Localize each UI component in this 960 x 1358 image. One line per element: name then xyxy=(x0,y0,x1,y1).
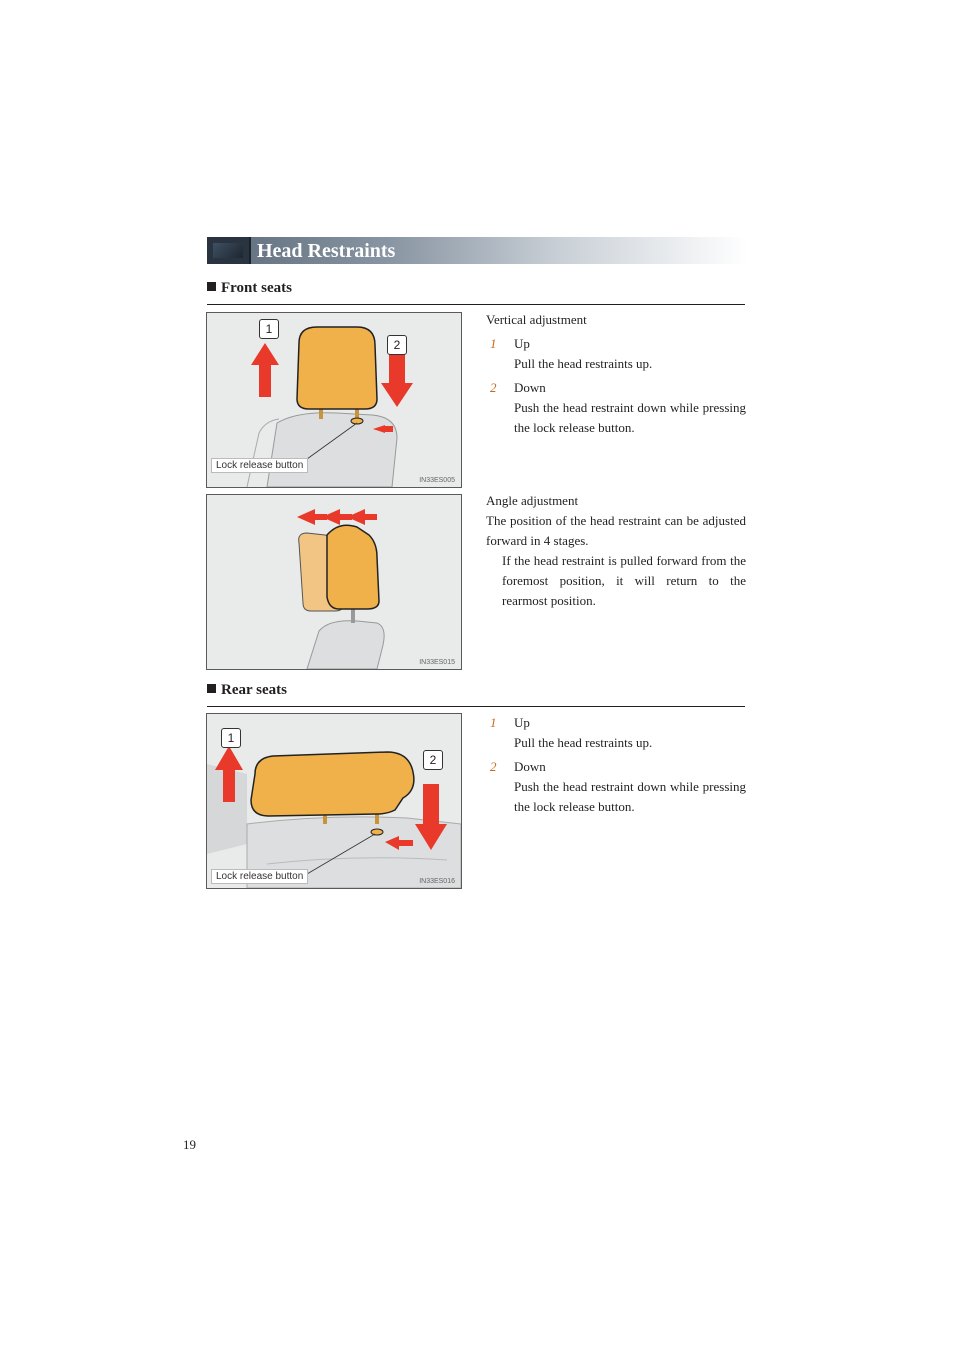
step-desc: Push the head restraint down while pressing the lock release button. xyxy=(514,400,746,435)
angle-adjustment-title: Angle adjustment xyxy=(486,493,579,508)
step-desc: Push the head restraint down while pressing the lock release button. xyxy=(514,779,746,814)
angle-adjustment-note: If the head restraint is pulled forward from the foremost position, it will return to the rearmost position. xyxy=(502,553,746,608)
step-number: 2 xyxy=(490,759,497,774)
list-item xyxy=(486,378,746,438)
step-label: Up xyxy=(514,336,530,351)
lock-release-callout: Lock release button xyxy=(211,869,308,884)
rear-seats-heading xyxy=(207,682,745,707)
step-number: 2 xyxy=(490,380,497,395)
marker-2: 2 xyxy=(423,750,443,770)
section-icon xyxy=(207,237,251,264)
rear-seats-figure xyxy=(206,713,462,889)
rear-seats-text xyxy=(486,713,746,817)
angle-adjustment-desc: The position of the head restraint can be adjusted forward in 4 stages. xyxy=(486,513,746,548)
marker-2: 2 xyxy=(387,335,407,355)
angle-adjustment-figure xyxy=(206,494,462,670)
front-seats-heading-label: Front seats xyxy=(221,280,292,296)
marker-1: 1 xyxy=(259,319,279,339)
step-desc: Pull the head restraints up. xyxy=(514,356,653,371)
list-item xyxy=(486,334,746,374)
square-bullet-icon xyxy=(207,684,216,693)
vertical-adjustment-figure xyxy=(206,312,462,488)
step-number: 1 xyxy=(490,336,497,351)
figure-code: IN33ES005 xyxy=(419,477,455,484)
rear-seats-heading-label: Rear seats xyxy=(221,682,287,698)
vertical-adjustment-title: Vertical adjustment xyxy=(486,312,587,327)
angle-adjustment-text xyxy=(486,491,746,611)
figure-code: IN33ES016 xyxy=(419,878,455,885)
page-number: 19 xyxy=(183,1137,196,1152)
list-item xyxy=(486,713,746,753)
section-title-bar xyxy=(207,237,747,264)
step-label: Down xyxy=(514,380,546,395)
step-number: 1 xyxy=(490,715,497,730)
list-item xyxy=(486,757,746,817)
step-label: Up xyxy=(514,715,530,730)
step-desc: Pull the head restraints up. xyxy=(514,735,653,750)
square-bullet-icon xyxy=(207,282,216,291)
front-seats-heading xyxy=(207,280,745,305)
figure-code: IN33ES015 xyxy=(419,659,455,666)
page-title: Head Restraints xyxy=(257,240,396,262)
marker-1: 1 xyxy=(221,728,241,748)
step-label: Down xyxy=(514,759,546,774)
vertical-adjustment-text xyxy=(486,310,746,438)
lock-release-callout: Lock release button xyxy=(211,458,308,473)
